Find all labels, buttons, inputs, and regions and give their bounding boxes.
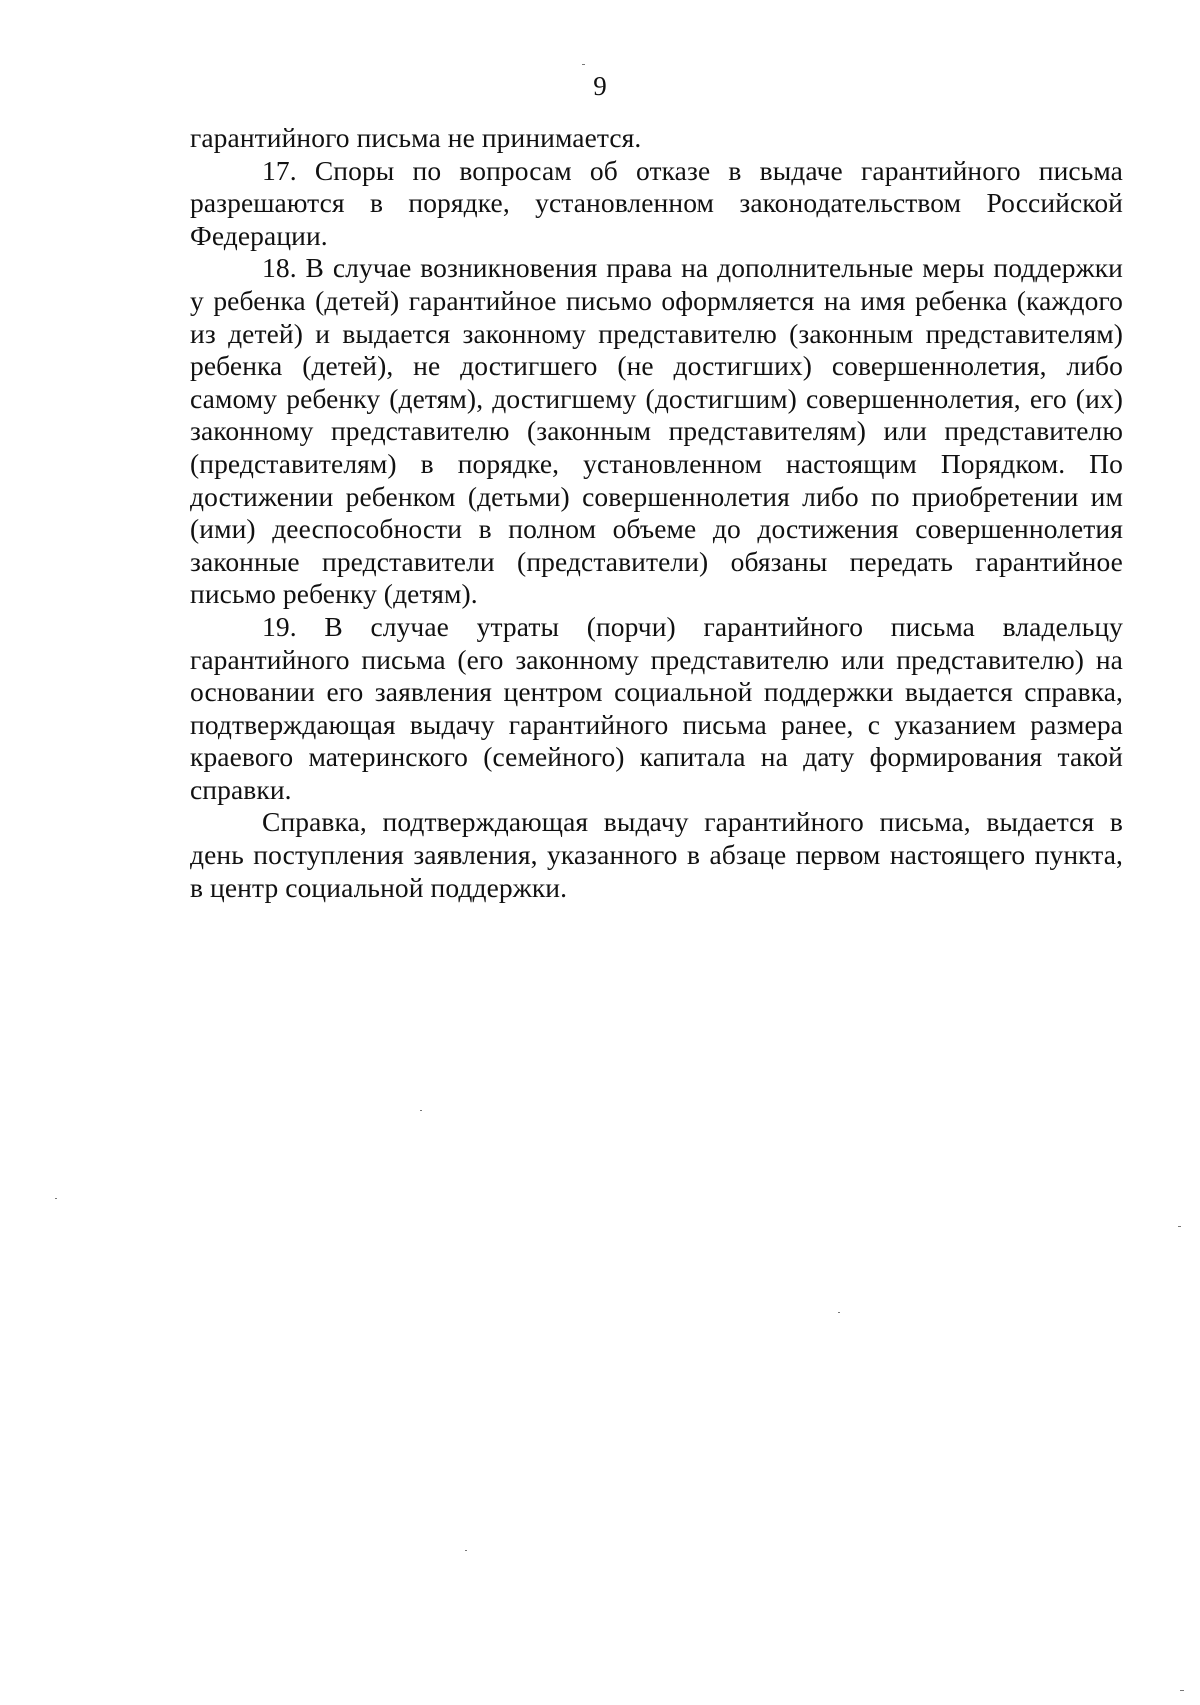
paragraph-item-17: 17. Споры по вопросам об отказе в выдаче гарантийного письма разрешаются в порядке, установленном законодательством Российской Федерации. bbox=[190, 154, 1123, 251]
document-body bbox=[190, 122, 1123, 904]
scan-speck bbox=[838, 1312, 840, 1313]
paragraph-item-19: 19. В случае утраты (порчи) гарантийного письма владельцу гарантийного письма (его законному представителю или представителю) на основании его заявления центром социальной поддержки выдается справка, подтверждающая выдачу гарантийного письма ранее, с указанием размера краевого материнского (семейного) капитала на дату формирования такой справки. bbox=[190, 610, 1123, 805]
paragraph-certificate-note: Справка, подтверждающая выдачу гарантийного письма, выдается в день поступления заявления, указанного в абзаце первом настоящего пункта, в центр социальной поддержки. bbox=[190, 806, 1123, 903]
paragraph-continuation: гарантийного письма не принимается. bbox=[190, 122, 642, 153]
scan-speck bbox=[1178, 1226, 1181, 1227]
scan-speck bbox=[55, 1198, 57, 1199]
scan-speck bbox=[465, 1550, 467, 1551]
scan-speck bbox=[582, 64, 585, 65]
paragraph-item-18: 18. В случае возникновения права на дополнительные меры поддержки у ребенка (детей) гарантийное письмо оформляется на имя ребенка (каждого из детей) и выдается законному представителю (законным представителям) ребенка (детей), не достигшего (не достигших) совершеннолетия, либо самому ребенку (детям), достигшему (достигшим) совершеннолетия, его (их) законному представителю (законным представителям) или представителю (представителям) в порядке, установленном настоящим Порядком. По достижении ребенком (детьми) совершеннолетия либо по приобретении им (ими) дееспособности в полном объеме до достижения совершеннолетия законные представители (представители) обязаны передать гарантийное письмо ребенку (детям). bbox=[190, 252, 1123, 610]
scan-speck bbox=[1180, 1690, 1184, 1691]
page-number: 9 bbox=[593, 71, 607, 101]
scan-speck bbox=[420, 1110, 422, 1111]
